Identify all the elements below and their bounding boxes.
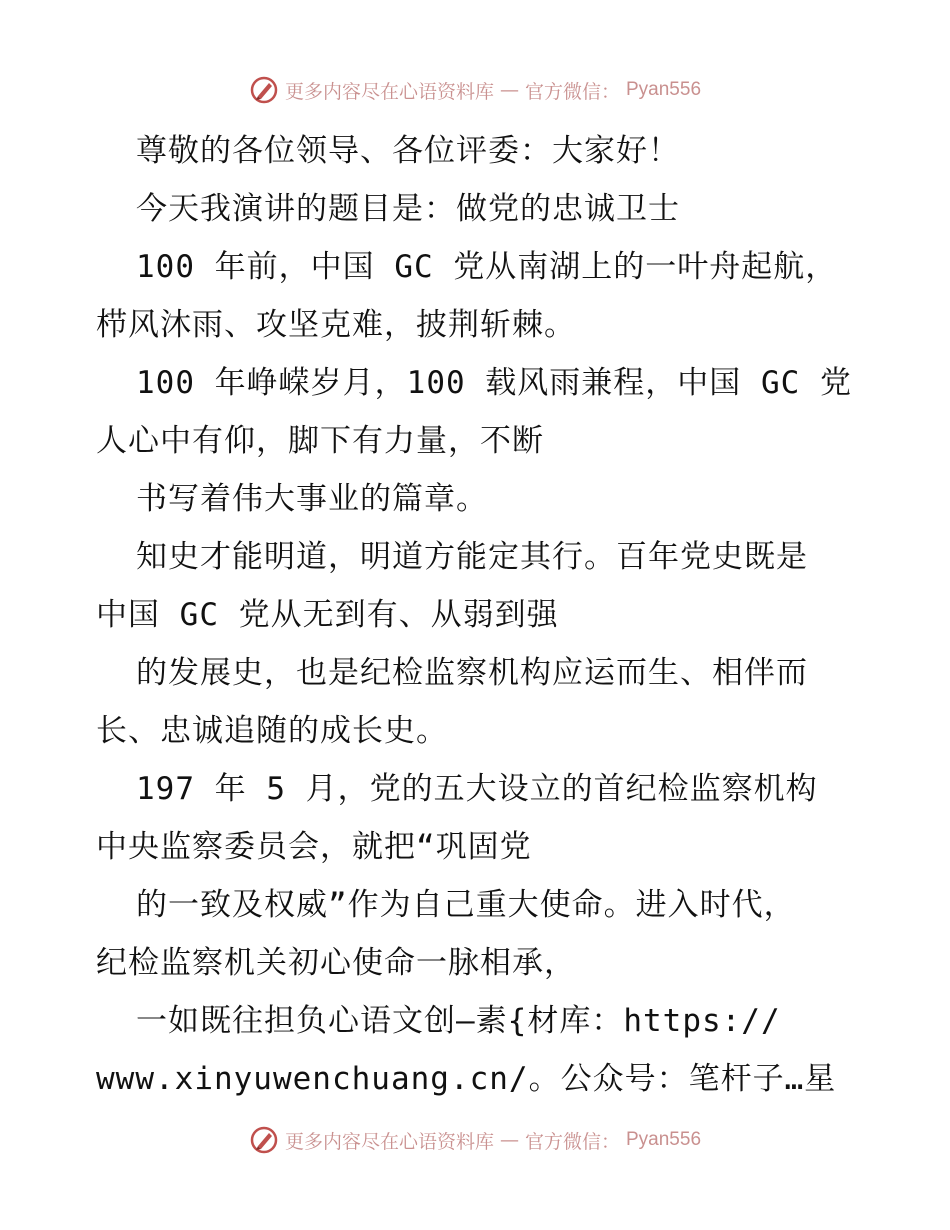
banner-wechat-id: Pyan556	[626, 1129, 702, 1150]
text-line: 100 年峥嵘岁月，100 载风雨兼程，中国 GC 党	[136, 365, 852, 401]
banner-slogan: 更多内容尽在心语资料库	[284, 80, 494, 103]
text-line: 中央监察委员会，就把“巩固党	[96, 829, 532, 865]
banner-content	[249, 1125, 701, 1155]
banner-wechat-id: Pyan556	[626, 79, 702, 100]
text-line: 的一致及权威”作为自己重大使命。进入时代，	[136, 887, 796, 923]
header-banner	[0, 70, 950, 110]
footer-banner	[0, 1120, 950, 1160]
banner-wechat-label: 官方微信：	[524, 1130, 620, 1153]
text-line: 今天我演讲的题目是：做党的忠诚卫士	[136, 191, 680, 227]
banner-content	[249, 75, 701, 105]
pen-logo-icon	[249, 75, 279, 105]
text-line: 尊敬的各位领导、各位评委：大家好！	[136, 133, 680, 169]
pen-logo-icon	[249, 1125, 279, 1155]
text-line: 人心中有仰，脚下有力量，不断	[96, 423, 544, 459]
text-line: 长、忠诚追随的成长史。	[96, 713, 448, 749]
text-line: 书写着伟大事业的篇章。	[136, 481, 488, 517]
text-line: 纪检监察机关初心使命一脉相承，	[96, 945, 576, 981]
text-line: 的发展史，也是纪检监察机构应运而生、相伴而	[136, 655, 808, 691]
text-line: www.xinyuwenchuang.cn/。公众号：笔杆子…星	[96, 1061, 837, 1097]
text-line: 中国 GC 党从无到有、从弱到强	[96, 597, 559, 633]
banner-wechat-label: 官方微信：	[524, 80, 620, 103]
banner-dash: —	[499, 79, 519, 101]
text-line: 栉风沐雨、攻坚克难，披荆斩棘。	[96, 307, 576, 343]
text-line: 一如既往担负心语文创—素{材库：https://	[136, 1003, 781, 1039]
document-body	[96, 122, 856, 1108]
text-line: 100 年前，中国 GC 党从南湖上的一叶舟起航，	[136, 249, 838, 285]
text-line: 知史才能明道，明道方能定其行。百年党史既是	[136, 539, 808, 575]
text-line: 197 年 5 月，党的五大设立的首纪检监察机构	[136, 771, 818, 807]
banner-slogan: 更多内容尽在心语资料库	[284, 1130, 494, 1153]
banner-dash: —	[499, 1129, 519, 1151]
